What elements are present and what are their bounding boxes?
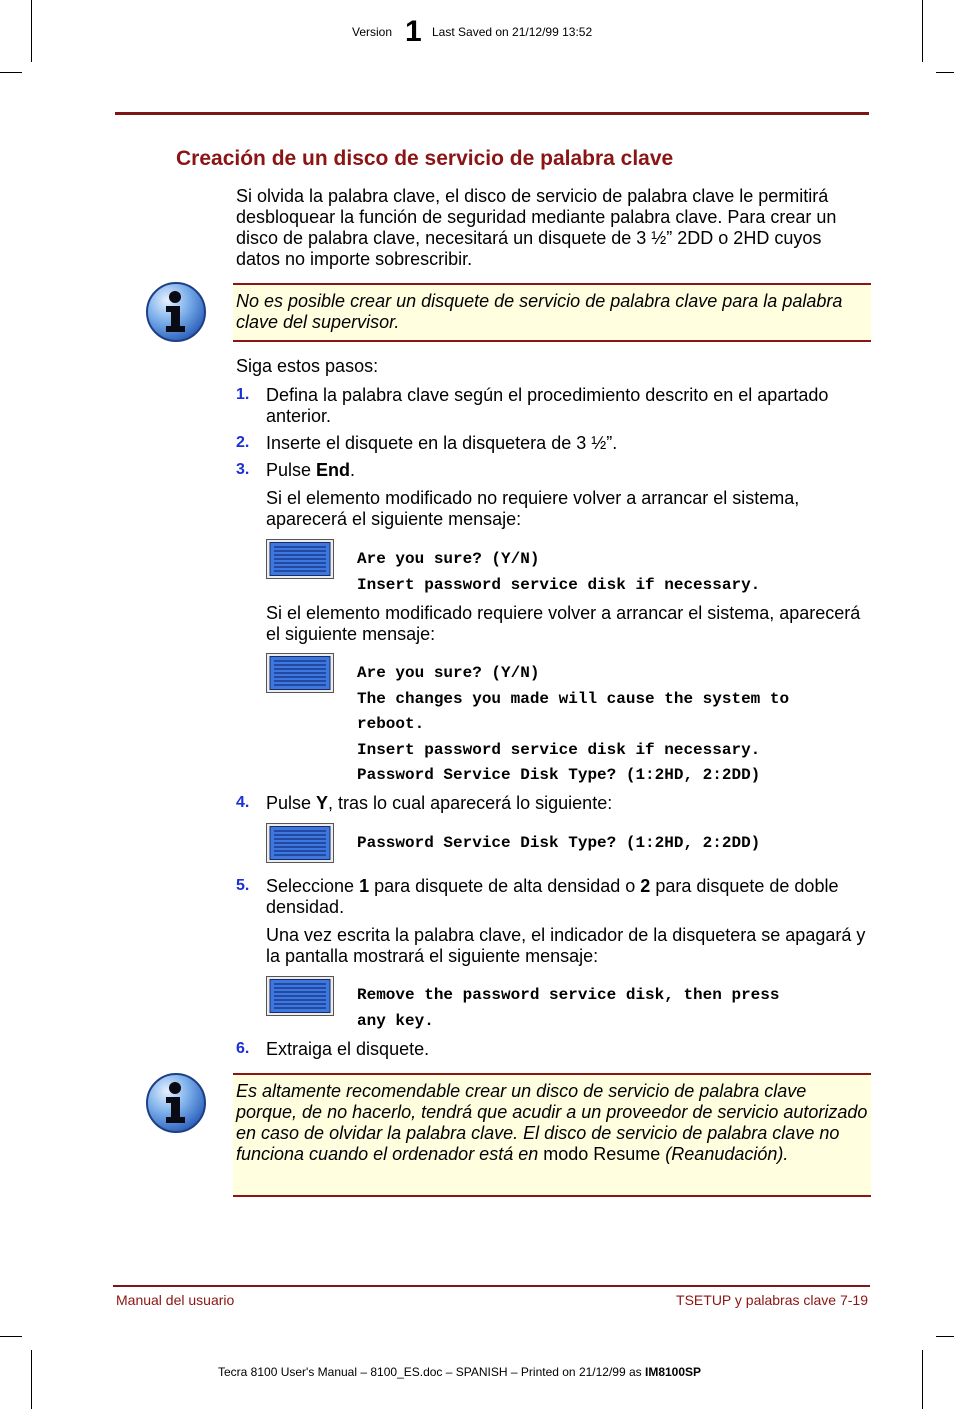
note-text: [233, 1075, 871, 1171]
note-box: [233, 283, 871, 342]
step-text: Extraiga el disquete.: [266, 1039, 430, 1059]
step-text-part: .: [350, 460, 356, 480]
print-info: [218, 1365, 701, 1379]
crop-mark: [31, 1350, 32, 1409]
screen-icon: [266, 653, 334, 693]
console-message: [357, 983, 779, 1034]
key-name: Y: [316, 793, 329, 813]
console-line: The changes you made will cause the system to: [357, 689, 790, 708]
step-text: Defina la palabra clave según el procedimiento descrito en el apartado anterior.: [266, 385, 829, 426]
crop-mark: [922, 1350, 923, 1409]
console-message: [357, 661, 789, 789]
crop-mark: [936, 72, 954, 73]
step-text: Inserte el disquete en la disquetera de 3 ½”.: [266, 433, 618, 453]
intro-paragraph: Si olvida la palabra clave, el disco de servicio de palabra clave le permitirá desbloquear la función de seguridad mediante palabra clave. Para crear un disco de palabra clave, necesitará un disquete de 3 ½” 2DD o 2HD cuyos datos no importe sobrescribir.: [236, 186, 837, 269]
step-number: 5.: [236, 877, 250, 894]
footer-rule: [113, 1285, 870, 1287]
key-name: 1: [359, 876, 370, 896]
version-label: Version: [352, 25, 393, 39]
info-icon: [145, 1072, 207, 1134]
step-text-part: para disquete de doble densidad.: [266, 876, 839, 917]
screen-icon: [266, 823, 334, 863]
console-line: Are you sure? (Y/N): [357, 664, 540, 682]
step-text-part: Pulse: [266, 460, 317, 480]
step-number: 4.: [236, 794, 250, 811]
step-text-part: , tras lo cual aparecerá lo siguiente:: [328, 793, 613, 813]
console-message: [357, 547, 760, 598]
step-paragraph: Una vez escrita la palabra clave, el indicador de la disquetera se apagará y la pantalla mostrará el siguiente mensaje:: [266, 925, 866, 966]
console-line: Insert password service disk if necessary.: [357, 740, 761, 759]
console-line: Are you sure? (Y/N): [357, 550, 540, 568]
step-number: 3.: [236, 461, 250, 478]
last-saved: Last Saved on 21/12/99 13:52: [432, 25, 593, 39]
print-code: IM8100SP: [645, 1365, 702, 1379]
console-line: reboot.: [357, 715, 425, 733]
step-number: 2.: [236, 434, 250, 451]
crop-mark: [0, 1336, 22, 1337]
info-icon: [145, 281, 207, 343]
step-text-part: Seleccione: [266, 876, 360, 896]
print-info-text: Tecra 8100 User's Manual – 8100_ES.doc – SPANISH – Printed on 21/12/99 as: [218, 1365, 645, 1379]
key-name: 2: [640, 876, 651, 896]
note-text: No es posible crear un disquete de servicio de palabra clave para la palabra clave del supervisor.: [236, 291, 843, 332]
crop-mark: [31, 0, 32, 62]
step-paragraph: Si el elemento modificado no requiere volver a arrancar el sistema, aparecerá el siguiente mensaje:: [266, 488, 800, 529]
console-line: Insert password service disk if necessary.: [357, 575, 761, 594]
version-number: 1: [405, 15, 422, 48]
console-line: Password Service Disk Type? (1:2HD, 2:2DD): [357, 766, 761, 784]
console-line: Password Service Disk Type? (1:2HD, 2:2DD): [357, 834, 761, 852]
section-title: Creación de un disco de servicio de palabra clave: [176, 147, 674, 170]
footer-left: Manual del usuario: [116, 1292, 235, 1308]
steps-intro: Siga estos pasos:: [236, 356, 379, 376]
console-line: Remove the password service disk, then press: [357, 986, 780, 1004]
footer-right: TSETUP y palabras clave 7-19: [676, 1292, 868, 1308]
note-box: [233, 1073, 871, 1197]
header-rule: [115, 112, 869, 115]
step-paragraph: Si el elemento modificado requiere volver a arrancar el sistema, aparecerá el siguiente mensaje:: [266, 603, 861, 644]
crop-mark: [922, 0, 923, 62]
console-message: [357, 831, 760, 857]
crop-mark: [0, 72, 22, 73]
key-name: End: [316, 460, 351, 480]
console-line: any key.: [357, 1011, 434, 1030]
note-text-part: Es altamente recomendable crear un disco de servicio de palabra clave porque, de no hacerlo, tendrá que acudir a un proveedor de servicio autorizado en caso de olvidar la palabra clave. El disco de servicio de palabra clave no funciona cuando el ordenador está en: [236, 1081, 868, 1164]
mode-name: modo Resume: [543, 1144, 661, 1164]
step-text: [266, 460, 872, 481]
screen-icon: [266, 539, 334, 579]
step-number: 1.: [236, 386, 250, 403]
screen-icon: [266, 976, 334, 1016]
step-number: 6.: [236, 1040, 250, 1057]
step-text: [266, 876, 872, 918]
crop-mark: [936, 1336, 954, 1337]
step-text: [266, 793, 872, 814]
step-text-part: Pulse: [266, 793, 317, 813]
note-text-part: (Reanudación).: [660, 1144, 789, 1164]
step-text-part: para disquete de alta densidad o: [369, 876, 641, 896]
